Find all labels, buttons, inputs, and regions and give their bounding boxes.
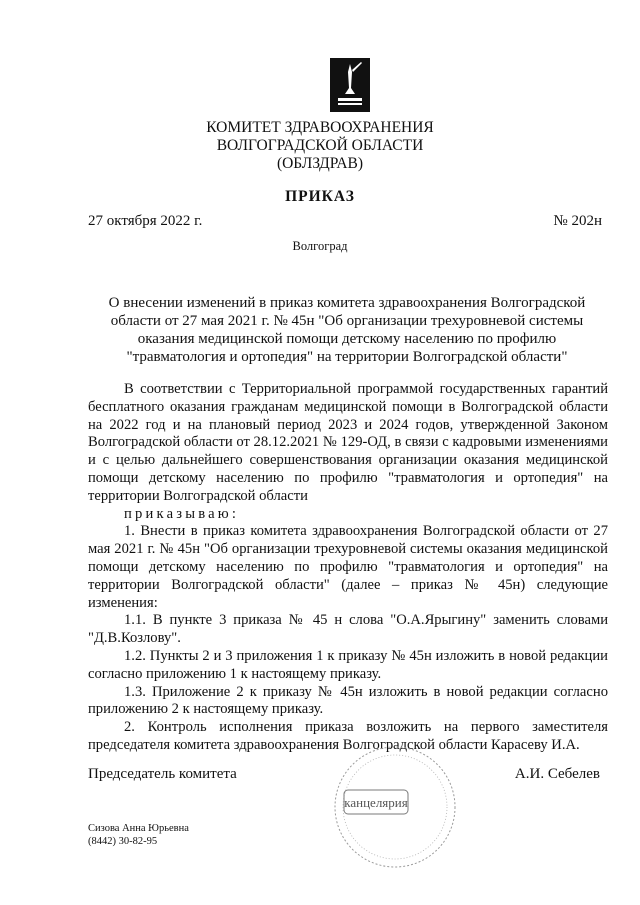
order-item-1-3: 1.3. Приложение 2 к приказу № 45н изложить в новой редакции согласно приложению 2 к настоящему приказу. (88, 683, 608, 718)
signer-position: Председатель комитета (88, 766, 237, 782)
preamble-paragraph: В соответствии с Территориальной программой государственных гарантий бесплатного оказания гражданам медицинской помощи в Волгоградской области на 2022 год и на плановый период 2023 и 2024 годов, утвержденной Законом Волгоградской области от 28.12.2021 № 129-ОД, в связи с кадровыми изменениями и с целью дальнейшего совершенствования организации оказания медицинской помощи детскому населению по профилю "травматология и ортопедия" на территории Волгоградской области (88, 381, 608, 504)
signer-name: А.И. Себелев (514, 766, 600, 782)
order-item-2: 2. Контроль исполнения приказа возложить на первого заместителя председателя комитета здравоохранения Волгоградской области Карасеву И.А. (88, 719, 608, 753)
org-line-3: (ОБЛЗДРАВ) (276, 155, 364, 172)
office-stamp (330, 742, 460, 872)
stamp-text: канцелярия (344, 795, 408, 810)
organization-name (0, 119, 640, 173)
document-body (88, 381, 608, 755)
executor-phone: (8442) 30-82-95 (88, 836, 158, 847)
document-title: ПРИКАЗ (285, 188, 355, 205)
volgograd-emblem-icon (330, 58, 370, 112)
order-item-1: 1. Внести в приказ комитета здравоохранения Волгоградской области от 27 мая 2021 г. № 45н "Об организации трехуровневой системы оказания медицинской помощи детскому населению по профилю "травматология и ортопедия" на территории Волгоградской области" (далее – приказ № 45н) следующие изменения: (88, 523, 608, 611)
order-item-1-1: 1.1. В пункте 3 приказа № 45 н слова "О.А.Ярыгину" заменить словами "Д.В.Козлову". (88, 612, 608, 647)
executor-info (88, 822, 189, 848)
org-line-2: ВОЛГОГРАДСКОЙ ОБЛАСТИ (216, 137, 424, 154)
org-line-1: КОМИТЕТ ЗДРАВООХРАНЕНИЯ (206, 119, 434, 136)
order-word: приказываю: (124, 505, 240, 522)
order-item-1-2: 1.2. Пункты 2 и 3 приложения 1 к приказу № 45н изложить в новой редакции согласно приложению 1 к настоящему приказу. (88, 647, 608, 682)
document-number: № 202н (553, 213, 602, 229)
document-subject: О внесении изменений в приказ комитета здравоохранения Волгоградской области от 27 мая 2021 г. № 45н "Об организации трехуровневой системы оказания медицинской помощи детскому населению по профилю "травматология и ортопедия" на территории Волгоградской области" (108, 295, 586, 365)
executor-name: Сизова Анна Юрьевна (88, 823, 189, 834)
document-city: Волгоград (292, 239, 348, 253)
document-date: 27 октября 2022 г. (88, 213, 203, 229)
